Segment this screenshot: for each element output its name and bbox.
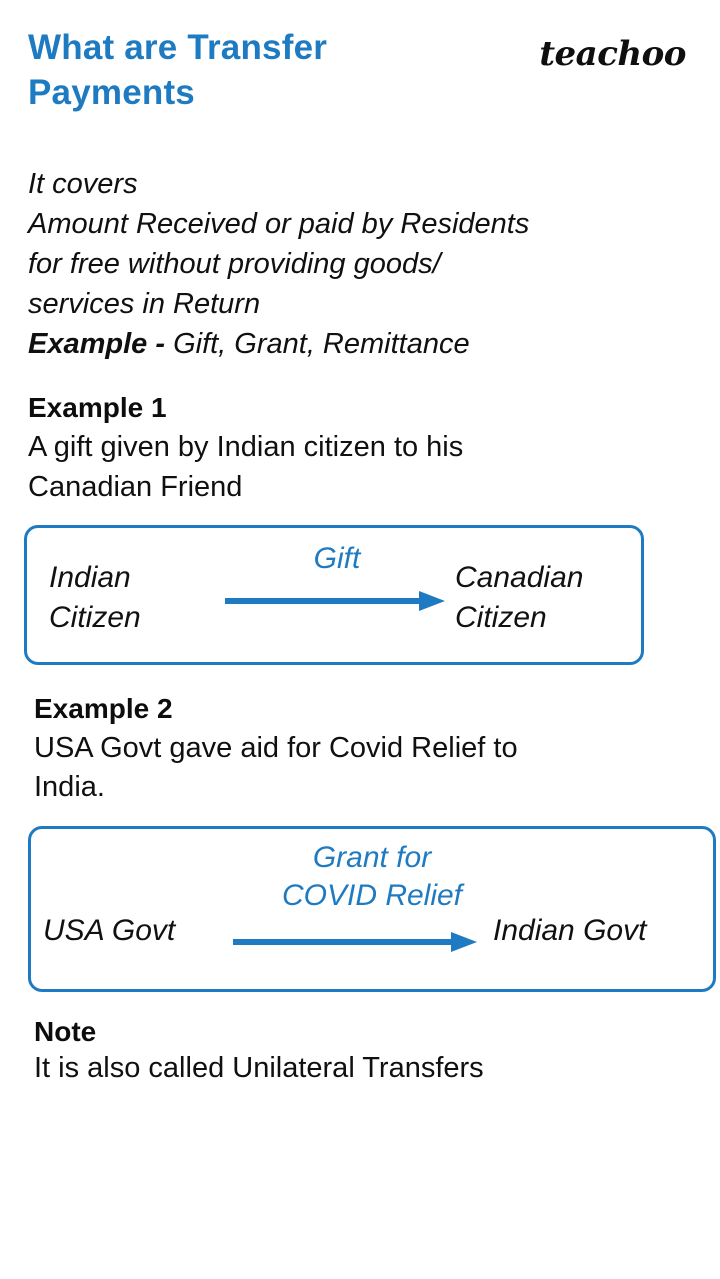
example1-text (28, 428, 696, 507)
note-text: It is also called Unilateral Transfers (34, 1051, 484, 1084)
example1-text-line-1: A gift given by Indian citizen to his (28, 431, 464, 464)
example2-diagram (28, 826, 716, 992)
example2-text (34, 729, 696, 808)
teachoo-logo: teachoo (539, 34, 686, 74)
definition-example-value: Gift, Grant, Remittance (173, 328, 470, 361)
note-heading: Note (34, 1015, 97, 1047)
definition-line-1: It covers (28, 168, 138, 200)
example2-text-line-1: USA Govt gave aid for Covid Relief to (34, 731, 518, 764)
definition-line-2: Amount Received or paid by Residents (28, 208, 530, 241)
diagram2-arrow-label (227, 839, 517, 916)
diagram2-arrow-icon (231, 929, 481, 955)
diagram2-arrow-label-line-1: Grant for (312, 840, 432, 874)
diagram1-arrow-label: Gift (313, 541, 361, 575)
example2-text-line-2: India. (34, 771, 105, 804)
example1-diagram (24, 525, 644, 665)
diagram1-node-from (49, 558, 141, 637)
diagram2-node-to: Indian Govt (493, 913, 647, 947)
page-title: What are Transfer Payments (28, 28, 328, 112)
definition-example-line (28, 324, 696, 364)
diagram1-node-from-line-1: Indian (49, 560, 131, 594)
diagram1-arrow-icon (223, 588, 449, 614)
definition-block (28, 164, 696, 364)
example1-heading: Example 1 (28, 392, 167, 424)
example1-text-line-2: Canadian Friend (28, 470, 243, 503)
diagram1-node-to (455, 558, 583, 637)
definition-line-3: for free without providing goods/ (28, 248, 441, 281)
header (24, 26, 696, 144)
diagram1-node-from-line-2: Citizen (49, 600, 141, 634)
diagram2-node-from: USA Govt (43, 913, 176, 947)
example2-heading: Example 2 (34, 692, 173, 724)
diagram2-arrow-label-line-2: COVID Relief (281, 879, 463, 913)
definition-example-label: Example - (28, 328, 174, 361)
diagram1-node-to-line-2: Citizen (455, 600, 547, 634)
definition-line-4: services in Return (28, 288, 261, 321)
diagram1-node-to-line-1: Canadian (455, 560, 584, 594)
